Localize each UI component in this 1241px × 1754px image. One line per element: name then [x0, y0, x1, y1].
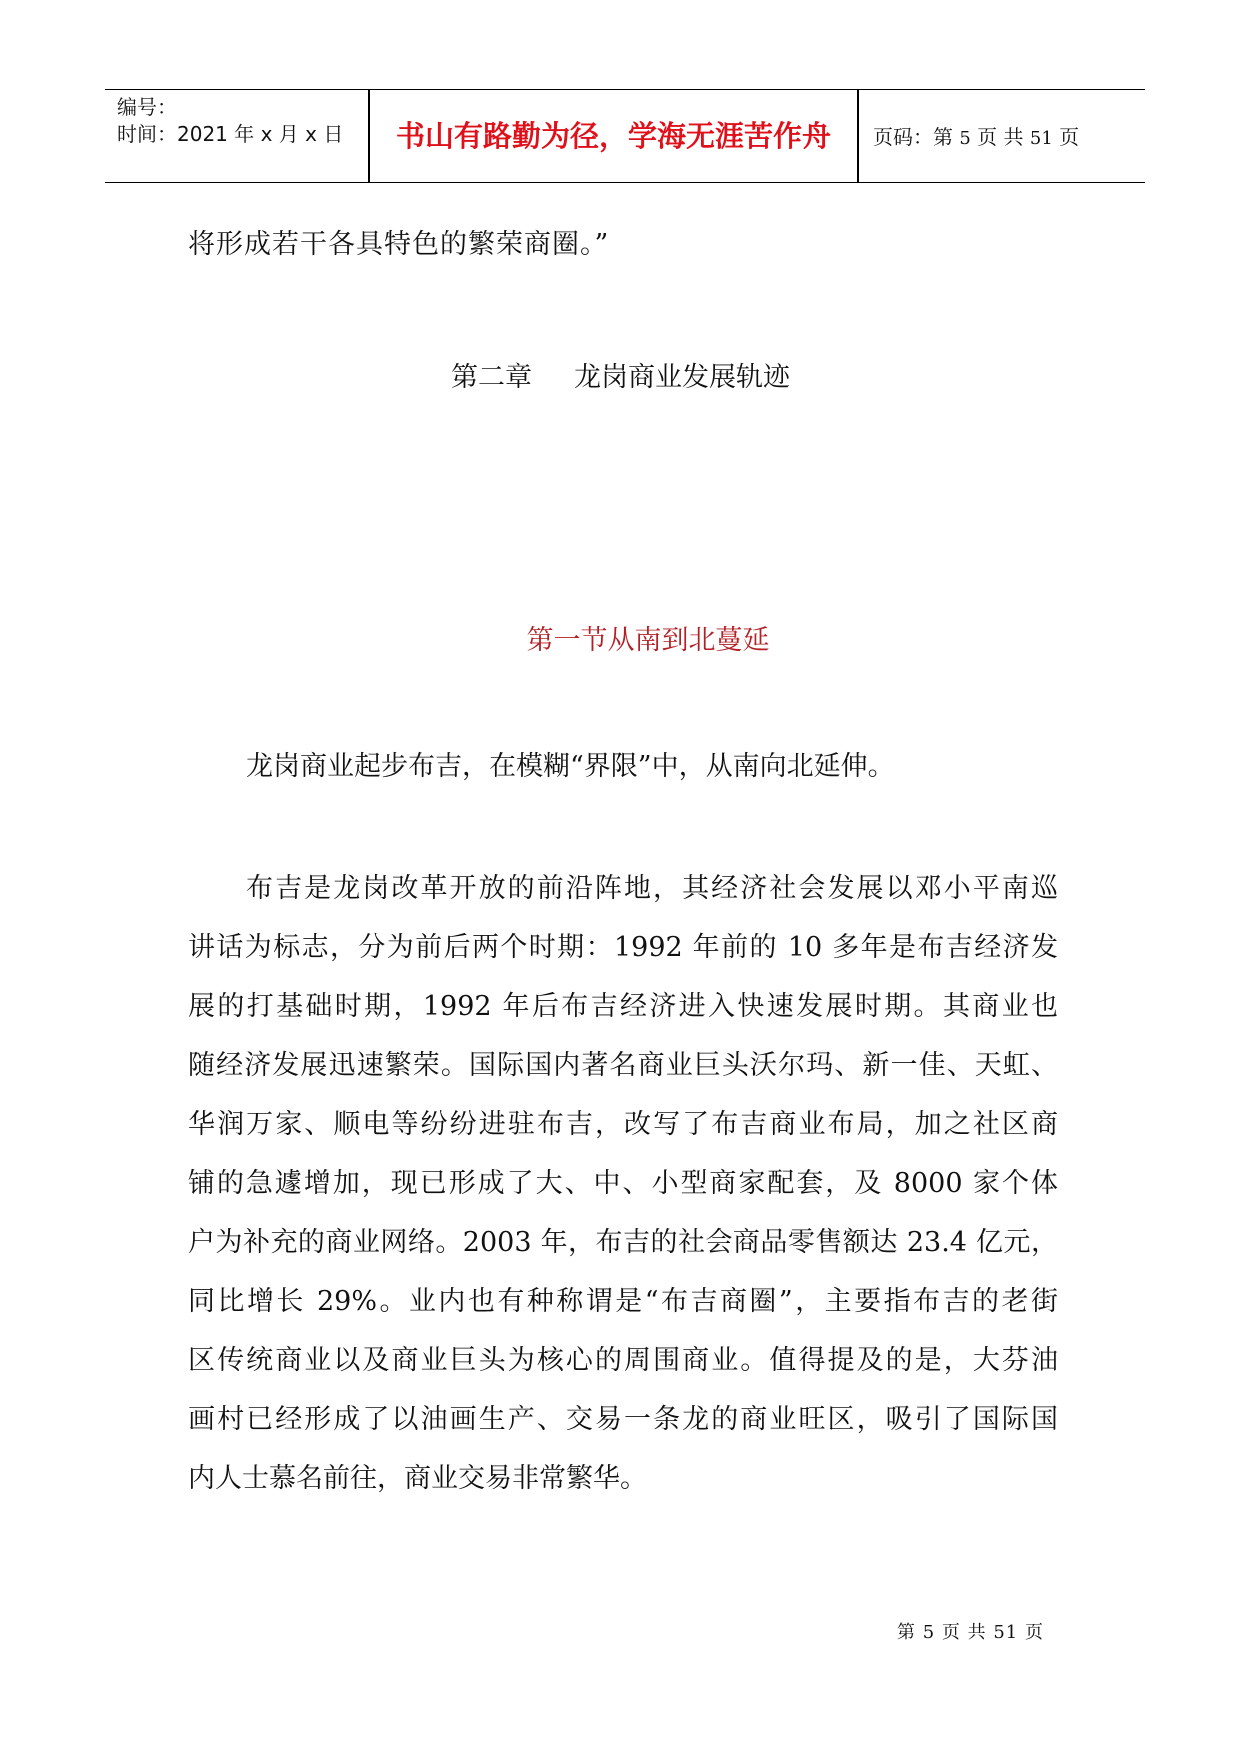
paragraph-line: 华润万家、顺电等纷纷进驻布吉，改写了布吉商业布局，加之社区商 — [188, 1109, 1058, 1140]
section-title: 第一节从南到北蔓延 — [526, 625, 770, 656]
chapter-title: 龙岗商业发展轨迹 — [574, 362, 790, 393]
header-divider — [857, 90, 859, 182]
paragraph-line: 画村已经形成了以油画生产、交易一条龙的商业旺区，吸引了国际国 — [188, 1404, 1058, 1435]
chapter-heading — [0, 355, 1241, 394]
paragraph-line: 讲话为标志，分为前后两个时期：1992 年前的 10 多年是布吉经济发 — [188, 932, 1058, 963]
page-prefix: 页码：第 — [873, 125, 960, 149]
paragraph-line: 展的打基础时期，1992 年后布吉经济进入快速发展时期。其商业也 — [188, 991, 1058, 1022]
document-time: 时间：2021 年 x 月 x 日 — [117, 122, 344, 146]
page-total: 51 — [1029, 128, 1053, 149]
page-current: 5 — [959, 128, 971, 149]
chapter-number: 第二章 — [451, 362, 532, 393]
document-number-label: 编号： — [117, 95, 177, 119]
paragraph-line: 布吉是龙岗改革开放的前沿阵地，其经济社会发展以邓小平南巡 — [246, 873, 1058, 904]
page-middle: 页 共 — [970, 125, 1030, 149]
paragraph-line: 区传统商业以及商业巨头为核心的周围商业。值得提及的是，大芬油 — [188, 1345, 1058, 1376]
header-page-number — [873, 121, 1079, 150]
header-motto: 书山有路勤为径，学海无涯苦作舟 — [395, 119, 831, 153]
paragraph-line: 铺的急遽增加，现已形成了大、中、小型商家配套，及 8000 家个体 — [188, 1168, 1058, 1199]
paragraph-line: 内人士慕名前往，商业交易非常繁华。 — [188, 1463, 647, 1494]
page-header — [105, 89, 1145, 183]
intro-paragraph: 龙岗商业起步布吉，在模糊“界限”中，从南向北延伸。 — [246, 751, 895, 782]
header-meta — [117, 94, 343, 148]
paragraph-line: 随经济发展迅速繁荣。国际国内著名商业巨头沃尔玛、新一佳、天虹、 — [188, 1050, 1058, 1081]
page-suffix: 页 — [1052, 125, 1080, 149]
paragraph-line: 同比增长 29%。业内也有种称谓是“布吉商圈”，主要指布吉的老街 — [188, 1286, 1058, 1317]
continuation-text: 将形成若干各具特色的繁荣商圈。” — [188, 229, 610, 260]
page-footer: 第 5 页 共 51 页 — [897, 1622, 1044, 1643]
paragraph-line: 户为补充的商业网络。2003 年，布吉的社会商品零售额达 23.4 亿元， — [188, 1227, 1058, 1258]
